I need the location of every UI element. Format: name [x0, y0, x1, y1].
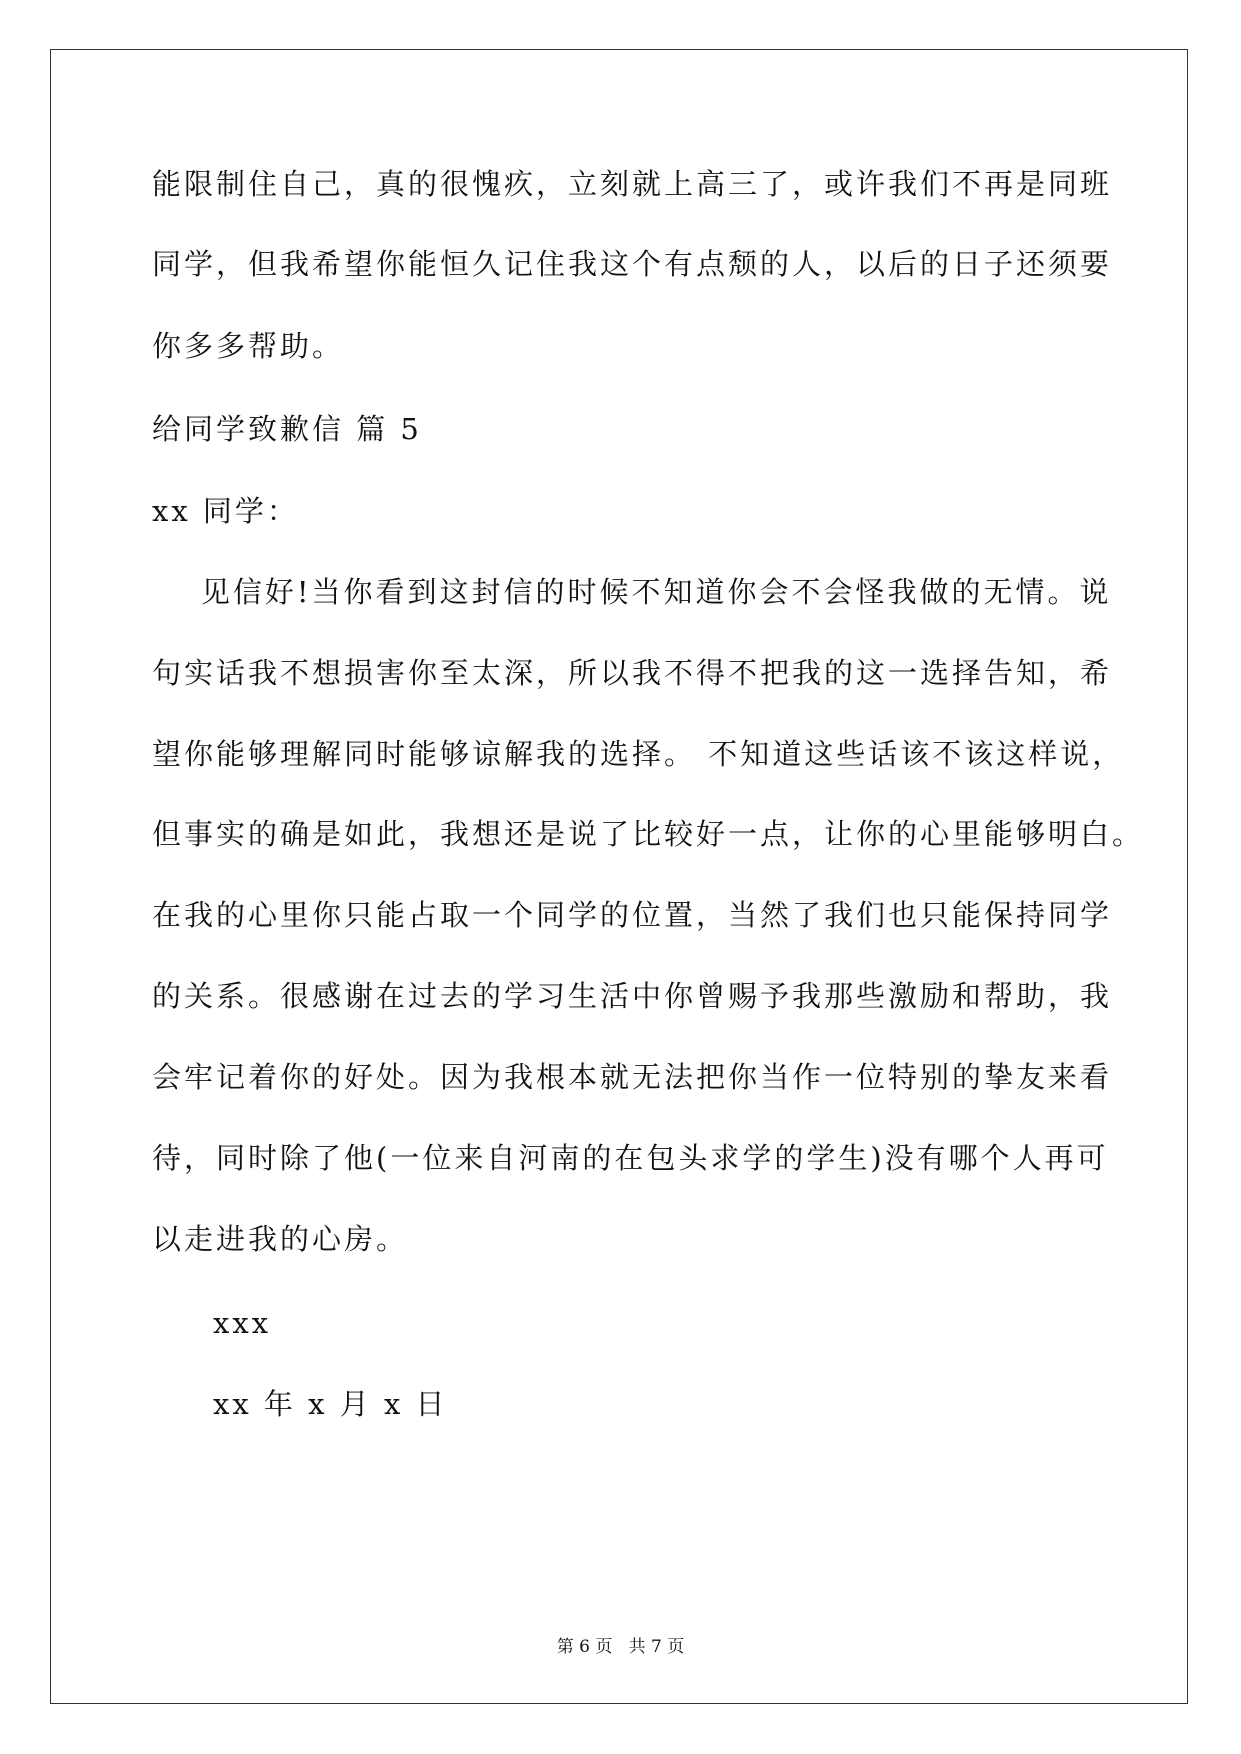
paragraph-line: 见信好!当你看到这封信的时候不知道你会不会怪我做的无情。说 — [152, 575, 1112, 609]
page-footer — [0, 1632, 1241, 1657]
paragraph-line: 望你能够理解同时能够谅解我的选择。 不知道这些话该不该这样说， — [152, 737, 1125, 771]
paragraph-line: 会牢记着你的好处。因为我根本就无法把你当作一位特别的挚友来看 — [152, 1060, 1113, 1094]
page-number: 第 6 页 共 7 页 — [556, 1637, 685, 1657]
paragraph-line: 你多多帮助。 — [152, 329, 345, 363]
signature: xxx — [213, 1306, 272, 1340]
paragraph-line: 以走进我的心房。 — [152, 1222, 409, 1256]
page-border — [50, 49, 1188, 1704]
paragraph-line: 能限制住自己，真的很愧疚，立刻就上高三了，或许我们不再是同班 — [152, 167, 1113, 201]
date-line: xx 年 x 月 x 日 — [213, 1387, 448, 1421]
paragraph-line: 待，同时除了他(一位来自河南的在包头求学的学生)没有哪个人再可 — [152, 1141, 1109, 1175]
paragraph-line: 句实话我不想损害你至太深，所以我不得不把我的这一选择告知，希 — [152, 656, 1113, 690]
paragraph-line: 同学，但我希望你能恒久记住我这个有点颓的人，以后的日子还须要 — [152, 247, 1113, 281]
paragraph-line: 在我的心里你只能占取一个同学的位置，当然了我们也只能保持同学 — [152, 898, 1113, 932]
paragraph-line: 但事实的确是如此，我想还是说了比较好一点，让你的心里能够明白。 — [152, 817, 1145, 851]
paragraph-line: 的关系。很感谢在过去的学习生活中你曾赐予我那些激励和帮助，我 — [152, 979, 1113, 1013]
salutation: xx 同学： — [152, 494, 299, 528]
section-heading: 给同学致歉信 篇 5 — [152, 412, 422, 446]
